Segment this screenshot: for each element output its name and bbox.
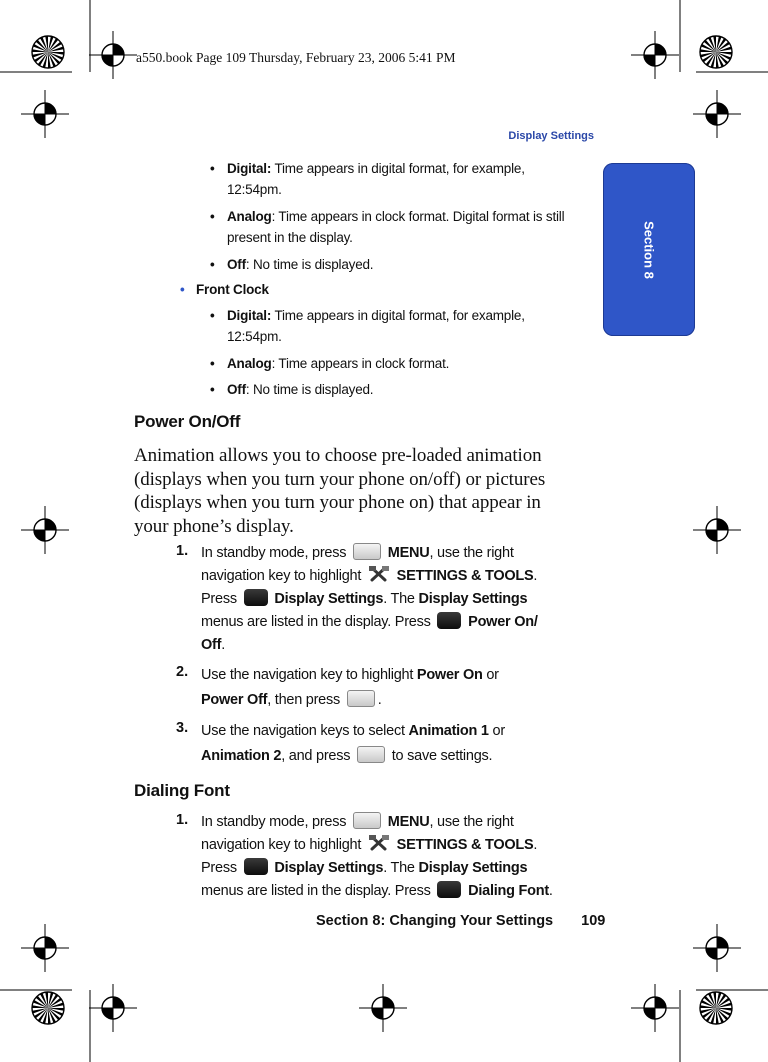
bullet-off — [210, 254, 374, 275]
bullet-digital — [210, 158, 525, 200]
intro-line: your phone’s display. — [134, 515, 294, 537]
power-step-3 — [201, 719, 505, 769]
power-on-off-label: Power On/ — [464, 614, 538, 630]
step-text: . The — [383, 860, 419, 876]
registration-target — [693, 924, 741, 972]
option-term: Analog — [227, 209, 272, 224]
bullet-dot: • — [210, 257, 215, 272]
step-number: 3. — [176, 720, 189, 736]
bullet-dot: • — [210, 382, 215, 397]
starburst-mark — [700, 36, 732, 68]
key-7-icon — [437, 612, 461, 629]
registration-target — [21, 90, 69, 138]
intro-line: Animation allows you to choose pre-loaded animation — [134, 445, 542, 466]
registration-target — [693, 506, 741, 554]
step-text: , use the right — [429, 814, 514, 830]
front-bullet-analog — [210, 353, 450, 374]
step-text: , and press — [281, 748, 354, 764]
option-term: Off — [227, 382, 246, 397]
key-8-icon — [437, 881, 461, 898]
animation-2-label: Animation 2 — [201, 748, 282, 764]
step-text: or — [482, 667, 499, 683]
ok-key-icon — [357, 746, 385, 763]
key-4-icon — [244, 858, 268, 875]
step-number: 1. — [176, 812, 189, 828]
power-intro — [134, 444, 545, 538]
page-number: 109 — [581, 913, 606, 929]
settings-tools-label: SETTINGS & TOOLS — [392, 568, 534, 584]
power-off-label: Power Off — [201, 692, 268, 708]
blue-bullet-dot: • — [180, 282, 185, 297]
display-settings-label: Display Settings — [418, 591, 528, 607]
page-footer — [316, 913, 605, 929]
ok-key-icon — [353, 543, 381, 560]
power-step-1 — [201, 542, 538, 657]
registration-target — [21, 506, 69, 554]
step-text: or — [488, 723, 505, 739]
step-text: menus are listed in the display. Press — [201, 614, 435, 630]
ok-key-icon — [347, 690, 375, 707]
display-settings-label: Display Settings — [270, 591, 384, 607]
registration-target — [89, 31, 137, 79]
running-header: Display Settings — [508, 130, 594, 142]
intro-line: (displays when you turn your phone on/off) or pictures — [134, 468, 546, 490]
option-text: Time appears in digital format, for example, — [271, 308, 525, 323]
step-text: In standby mode, press — [201, 814, 350, 830]
intro-line: (displays when you turn your phone on) that appear in — [134, 492, 541, 513]
footer-title: Section 8: Changing Your Settings — [316, 913, 554, 929]
step-text: In standby mode, press — [201, 545, 350, 561]
option-text: : Time appears in clock format. — [271, 356, 450, 371]
starburst-mark — [700, 992, 732, 1024]
dialing-heading: Dialing Font — [134, 781, 230, 800]
dialing-step-1 — [201, 811, 553, 903]
display-settings-label: Display Settings — [418, 860, 528, 876]
option-continuation: 12:54pm. — [227, 329, 282, 344]
option-text: : No time is displayed. — [245, 382, 374, 397]
front-clock-heading — [180, 279, 269, 300]
registration-target — [21, 924, 69, 972]
animation-1-label: Animation 1 — [408, 723, 489, 739]
step-text: . — [533, 568, 538, 584]
bullet-dot: • — [210, 161, 215, 176]
bullet-analog — [210, 206, 565, 248]
front-clock-heading-text: Front Clock — [196, 282, 269, 297]
section-tab — [603, 163, 695, 336]
option-term: Digital: — [227, 161, 272, 176]
starburst-mark — [32, 36, 64, 68]
ok-key-icon — [353, 812, 381, 829]
step-text: , use the right — [429, 545, 514, 561]
step-text: . The — [383, 591, 419, 607]
bullet-dot: • — [210, 356, 215, 371]
bullet-dot: • — [210, 308, 215, 323]
step-text: . — [533, 837, 538, 853]
option-term: Digital: — [227, 308, 272, 323]
dialing-font-label: Dialing Font — [464, 883, 549, 899]
step-text: , then press — [267, 692, 344, 708]
power-heading: Power On/Off — [134, 412, 241, 431]
power-on-label: Power On — [416, 667, 483, 683]
step-text: . — [377, 692, 382, 708]
step-text: menus are listed in the display. Press — [201, 883, 435, 899]
key-4-icon — [244, 589, 268, 606]
front-bullet-off — [210, 379, 374, 400]
option-text: : Time appears in clock format. Digital format is still — [271, 209, 565, 224]
settings-tools-icon — [368, 834, 390, 852]
step-text: Use the navigation key to highlight — [201, 667, 417, 683]
book-stamp: a550.book Page 109 Thursday, February 23, 2006 5:41 PM — [136, 50, 456, 65]
front-bullet-digital — [210, 305, 525, 347]
option-text: Time appears in digital format, for example, — [271, 161, 525, 176]
settings-tools-label: SETTINGS & TOOLS — [392, 837, 534, 853]
display-settings-label: Display Settings — [270, 860, 384, 876]
registration-target — [89, 984, 137, 1032]
registration-target — [631, 984, 679, 1032]
step-text: . — [548, 883, 553, 899]
option-continuation: present in the display. — [227, 230, 353, 245]
starburst-mark — [32, 992, 64, 1024]
menu-label: MENU — [384, 545, 430, 561]
step-text: Use the navigation keys to select — [201, 723, 409, 739]
option-term: Off — [227, 257, 246, 272]
menu-label: MENU — [384, 814, 430, 830]
settings-tools-icon — [368, 565, 390, 583]
registration-target — [631, 31, 679, 79]
step-text: Press — [201, 860, 241, 876]
step-text: navigation key to highlight — [201, 837, 365, 853]
power-step-2 — [201, 663, 499, 713]
step-text: . — [221, 637, 225, 653]
registration-target — [693, 90, 741, 138]
step-text: Press — [201, 591, 241, 607]
power-on-off-label: Off — [201, 637, 222, 653]
registration-target — [359, 984, 407, 1032]
bullet-dot: • — [210, 209, 215, 224]
option-continuation: 12:54pm. — [227, 182, 282, 197]
step-text: navigation key to highlight — [201, 568, 365, 584]
option-text: : No time is displayed. — [245, 257, 374, 272]
step-number: 1. — [176, 543, 189, 559]
option-term: Analog — [227, 356, 272, 371]
step-number: 2. — [176, 664, 189, 680]
section-tab-label: Section 8 — [641, 220, 657, 279]
step-text: to save settings. — [388, 748, 493, 764]
